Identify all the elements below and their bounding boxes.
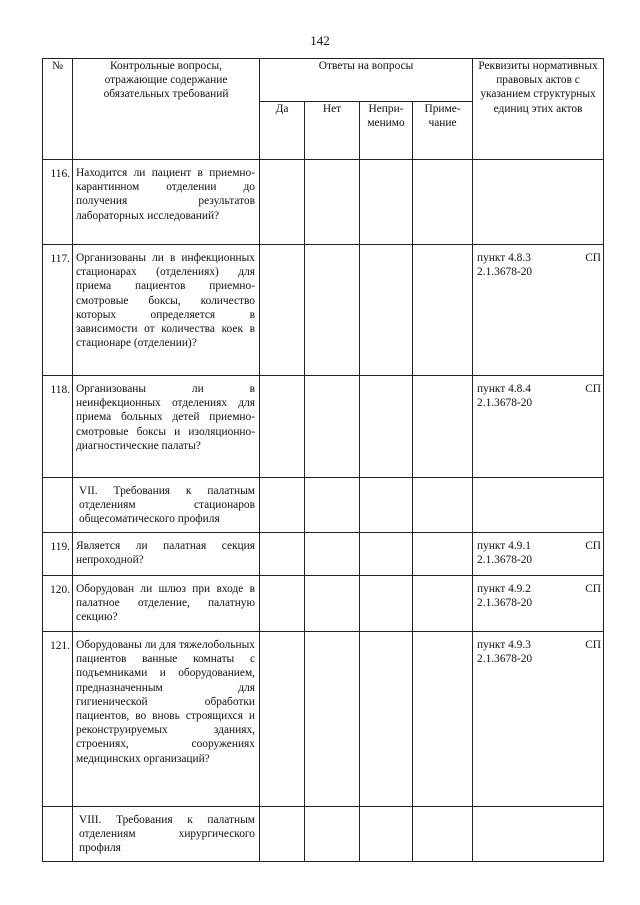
table-row — [43, 160, 604, 245]
answer-note-cell — [413, 376, 473, 478]
reference-sp: СП — [585, 383, 602, 395]
header-questions: Контрольные вопросы, отражающие содержание обязательных требований — [73, 59, 260, 160]
reference-item: пункт 4.8.4 — [477, 383, 531, 395]
row-question: Оборудован ли шлюз при входе в палатное отделение, палатную секцию? — [73, 576, 260, 632]
row-question: Организованы ли в инфекционных стационарах (отделениях) для приема пациентов приемно-смотровые боксы, количество которых определяется в зависимости от количества коек в стационаре (отделении)? — [73, 245, 260, 376]
answer-no-cell — [305, 376, 360, 478]
table-row — [43, 245, 604, 376]
row-reference — [473, 376, 604, 478]
answer-na-cell — [360, 632, 413, 807]
row-reference — [473, 533, 604, 576]
reference-sp: СП — [585, 540, 602, 552]
answer-yes-cell — [260, 245, 305, 376]
answer-note-cell — [413, 245, 473, 376]
header-yes: Да — [260, 102, 305, 160]
header-num: № — [43, 59, 73, 160]
row-reference — [473, 576, 604, 632]
reference-code: 2.1.3678-20 — [477, 266, 533, 279]
page-number: 142 — [310, 33, 330, 48]
answer-no-cell — [305, 533, 360, 576]
answer-yes-cell — [260, 632, 305, 807]
section-title: VIII. Требования к палатным отделениям хирургического профиля — [73, 807, 260, 862]
table-row — [43, 632, 604, 807]
reference-sp: СП — [585, 252, 602, 264]
answer-note-cell — [413, 160, 473, 245]
answer-note-cell — [413, 576, 473, 632]
reference-sp: СП — [585, 639, 602, 651]
header-not-applicable: Непри-менимо — [360, 102, 413, 160]
table-row — [43, 533, 604, 576]
answer-na-cell — [360, 160, 413, 245]
header-answers: Ответы на вопросы — [260, 59, 473, 102]
row-question: Оборудованы ли для тяжелобольных пациентов ванные комнаты с подъемниками и оборудованием, предназначенным для гигиенической обработки пациентов, во вновь строящихся и реконструируемых зданиях, строениях, сооружениях медицинских организаций? — [73, 632, 260, 807]
row-reference — [473, 160, 604, 245]
answer-no-cell — [305, 245, 360, 376]
reference-item: пункт 4.8.3 — [477, 252, 531, 264]
table-row — [43, 576, 604, 632]
row-number: 121. — [43, 632, 73, 807]
row-reference — [473, 245, 604, 376]
row-question: Находится ли пациент в приемно-карантинном отделении до получения результатов лабораторных исследований? — [73, 160, 260, 245]
answer-note-cell — [413, 632, 473, 807]
section-row — [43, 807, 604, 862]
answer-na-cell — [360, 576, 413, 632]
answer-yes-cell — [260, 160, 305, 245]
table-row — [43, 376, 604, 478]
answer-na-cell — [360, 533, 413, 576]
header-note: Приме-чание — [413, 102, 473, 160]
answer-no-cell — [305, 576, 360, 632]
header-requisites: Реквизиты нормативных правовых актов с указанием структурных единиц этих актов — [473, 59, 604, 160]
row-number: 117. — [43, 245, 73, 376]
section-row — [43, 478, 604, 533]
row-question: Является ли палатная секция непроходной? — [73, 533, 260, 576]
reference-sp: СП — [585, 583, 602, 595]
row-question: Организованы ли в неинфекционных отделениях для приема больных детей приемно-смотровые боксы и изоляционно-диагностические палаты? — [73, 376, 260, 478]
reference-code: 2.1.3678-20 — [477, 653, 533, 666]
answer-no-cell — [305, 160, 360, 245]
row-number: 119. — [43, 533, 73, 576]
answer-na-cell — [360, 376, 413, 478]
row-number: 116. — [43, 160, 73, 245]
header-no: Нет — [305, 102, 360, 160]
checklist-table — [42, 58, 604, 862]
row-number: 120. — [43, 576, 73, 632]
row-reference — [473, 632, 604, 807]
reference-item: пункт 4.9.2 — [477, 583, 531, 595]
answer-yes-cell — [260, 376, 305, 478]
reference-code: 2.1.3678-20 — [477, 397, 533, 410]
answer-na-cell — [360, 245, 413, 376]
row-number: 118. — [43, 376, 73, 478]
answer-yes-cell — [260, 576, 305, 632]
reference-item: пункт 4.9.3 — [477, 639, 531, 651]
answer-yes-cell — [260, 533, 305, 576]
answer-note-cell — [413, 533, 473, 576]
section-title: VII. Требования к палатным отделениям стационаров общесоматического профиля — [73, 478, 260, 533]
reference-code: 2.1.3678-20 — [477, 554, 533, 567]
answer-no-cell — [305, 632, 360, 807]
reference-code: 2.1.3678-20 — [477, 597, 533, 610]
reference-item: пункт 4.9.1 — [477, 540, 531, 552]
